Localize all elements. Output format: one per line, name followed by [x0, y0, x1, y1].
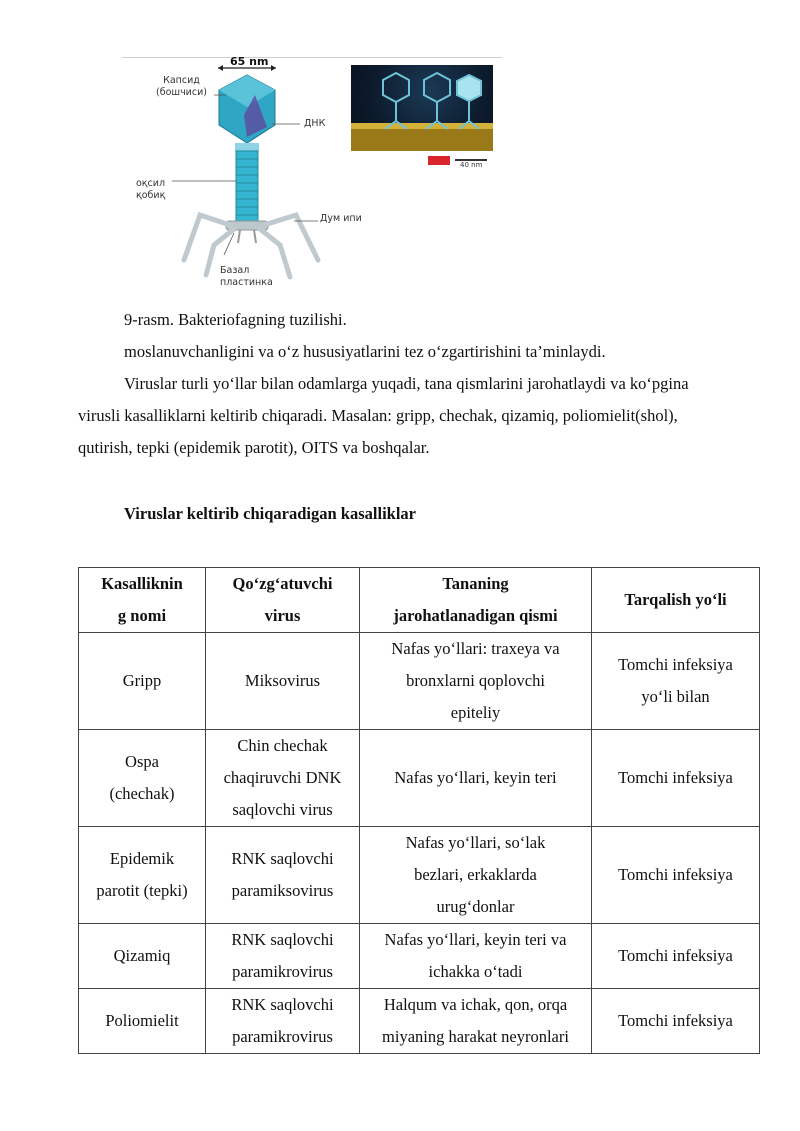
cell-disease: Gripp [79, 633, 206, 730]
bacteriophage-figure [122, 55, 502, 295]
figure-caption: 9-rasm. Bakteriofagning tuzilishi. [124, 310, 347, 329]
cell-affected-part: Nafas yo‘llari: traxeya va bronxlarni qoplovchi epiteliy [360, 633, 592, 730]
cell-virus: RNK saqlovchi paramikrovirus [206, 989, 360, 1054]
disease-table [78, 567, 760, 1054]
cell-transmission: Tomchi infeksiya [592, 924, 760, 989]
table-row [79, 827, 760, 924]
cell-affected-part: Nafas yo‘llari, keyin teri va ichakka o‘tadi [360, 924, 592, 989]
base-plate-label: Базал пластинка [220, 265, 273, 288]
table-row [79, 730, 760, 827]
cell-disease: Qizamiq [79, 924, 206, 989]
header-affected-part: Tananing jarohatlanadigan qismi [360, 568, 592, 633]
table-heading: Viruslar keltirib chiqaradigan kasalliklar [124, 504, 416, 523]
cell-affected-part: Nafas yo‘llari, so‘lak bezlari, erkaklarda urug‘donlar [360, 827, 592, 924]
cell-disease: Ospa (chechak) [79, 730, 206, 827]
cell-affected-part: Nafas yo‘llari, keyin teri [360, 730, 592, 827]
header-disease-name: Kasalliknin g nomi [79, 568, 206, 633]
cell-transmission: Tomchi infeksiya [592, 989, 760, 1054]
paragraph-line-4: qutirish, tepki (epidemik parotit), OITS va boshqalar. [78, 438, 430, 457]
cell-virus: Chin chechak chaqiruvchi DNK saqlovchi virus [206, 730, 360, 827]
tail-fiber-label: Дум ипи [320, 213, 362, 224]
paragraph-line-1: moslanuvchanligini va o‘z hususiyatlarini tez o‘zgartirishini ta’minlaydi. [124, 342, 606, 361]
electron-micrograph [351, 65, 493, 151]
scale-label: 40 nm [460, 161, 483, 169]
table-row [79, 633, 760, 730]
header-causative-virus: Qo‘zg‘atuvchi virus [206, 568, 360, 633]
capsid-label: Капсид (бошчиси) [156, 75, 207, 98]
cell-affected-part: Halqum va ichak, qon, orqa miyaning harakat neyronlari [360, 989, 592, 1054]
paragraph-line-3: virusli kasalliklarni keltirib chiqaradi. Masalan: gripp, chechak, qizamiq, poliomielit(shol), [78, 406, 678, 425]
cell-disease: Poliomielit [79, 989, 206, 1054]
width-label: 65 nm [230, 55, 269, 68]
cell-transmission: Tomchi infeksiya [592, 730, 760, 827]
cell-disease: Epidemik parotit (tepki) [79, 827, 206, 924]
publisher-badge [428, 156, 450, 165]
cell-transmission: Tomchi infeksiya yo‘li bilan [592, 633, 760, 730]
table-header-row [79, 568, 760, 633]
cell-virus: RNK saqlovchi paramikrovirus [206, 924, 360, 989]
cell-transmission: Tomchi infeksiya [592, 827, 760, 924]
cell-virus: RNK saqlovchi paramiksovirus [206, 827, 360, 924]
table-row [79, 989, 760, 1054]
sheath-label: оқсил қобиқ [136, 178, 166, 201]
cell-virus: Miksovirus [206, 633, 360, 730]
micrograph-phages [351, 65, 493, 151]
table-row [79, 924, 760, 989]
dna-label: ДНК [304, 118, 326, 129]
header-transmission: Tarqalish yo‘li [592, 568, 760, 633]
paragraph-line-2: Viruslar turli yo‘llar bilan odamlarga yuqadi, tana qismlarini jarohatlaydi va ko‘pgina [124, 374, 689, 393]
